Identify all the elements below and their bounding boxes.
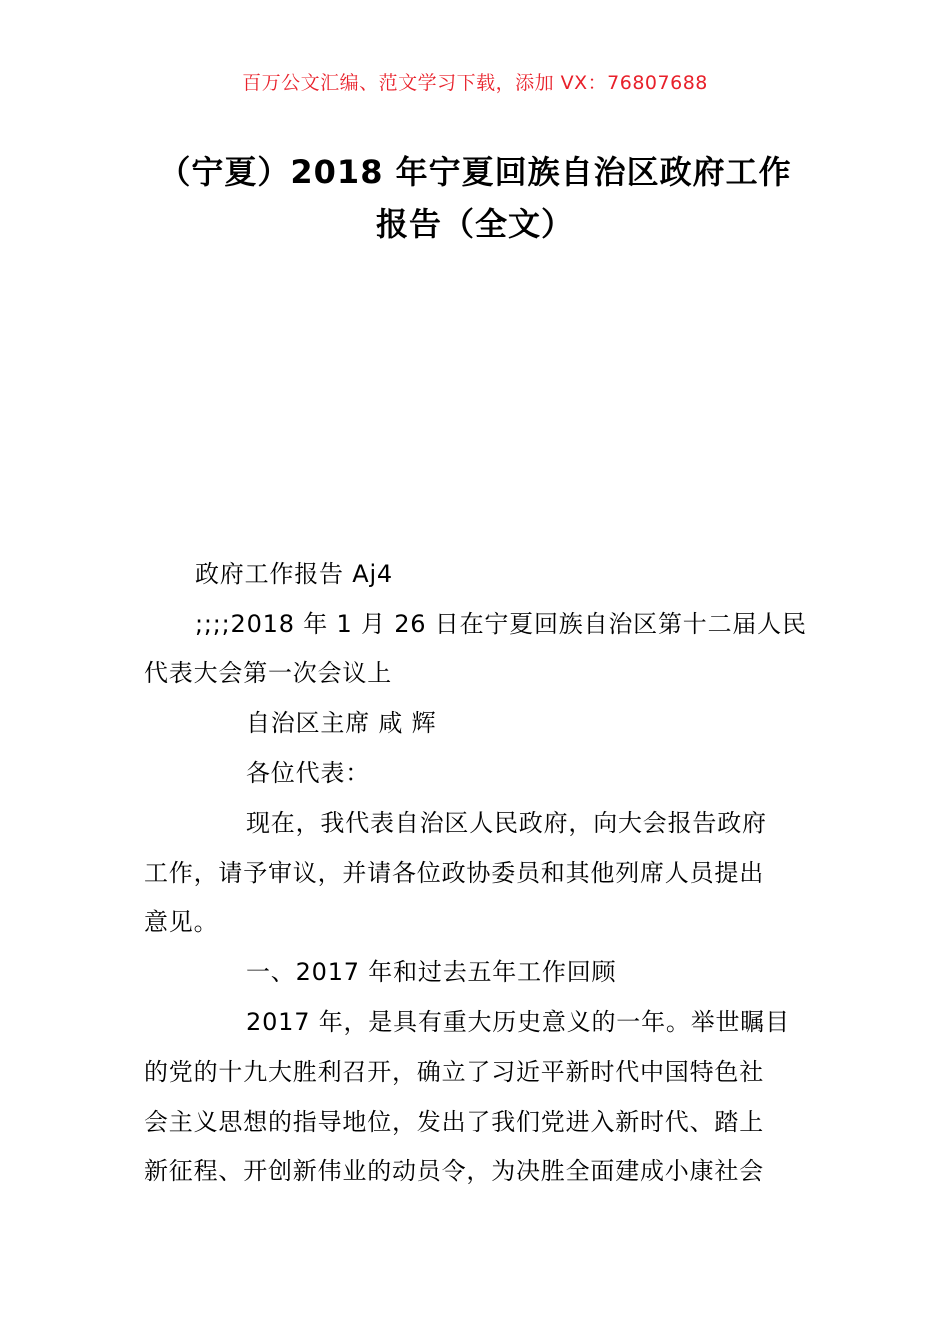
salutation: 各位代表：: [246, 759, 370, 787]
report-subtitle: 政府工作报告 Aj4: [195, 560, 393, 588]
document-title: [140, 146, 810, 250]
paragraph-line: 意见。: [144, 908, 219, 936]
meeting-line-2: 代表大会第一次会议上: [144, 659, 392, 687]
meeting-line-1: ;;;;2018 年 1 月 26 日在宁夏回族自治区第十二届人民: [195, 610, 807, 638]
paragraph-line: 会主义思想的指导地位，发出了我们党进入新时代、踏上: [144, 1108, 764, 1136]
paragraph-line: 新征程、开创新伟业的动员令，为决胜全面建成小康社会: [144, 1157, 764, 1185]
section-heading: 一、2017 年和过去五年工作回顾: [246, 958, 617, 986]
title-line-1: （宁夏）2018 年宁夏回族自治区政府工作: [158, 153, 792, 191]
speaker-line: 自治区主席 咸 辉: [246, 709, 437, 737]
paragraph-line: 2017 年，是具有重大历史意义的一年。举世瞩目: [246, 1008, 790, 1036]
paragraph-line: 工作，请予审议，并请各位政协委员和其他列席人员提出: [144, 859, 764, 887]
paragraph-line: 的党的十九大胜利召开，确立了习近平新时代中国特色社: [144, 1058, 764, 1086]
header-note: 百万公文汇编、范文学习下载，添加 VX：76807688: [242, 72, 708, 94]
paragraph-line: 现在，我代表自治区人民政府，向大会报告政府: [246, 809, 767, 837]
title-line-2: 报告（全文）: [375, 205, 574, 243]
